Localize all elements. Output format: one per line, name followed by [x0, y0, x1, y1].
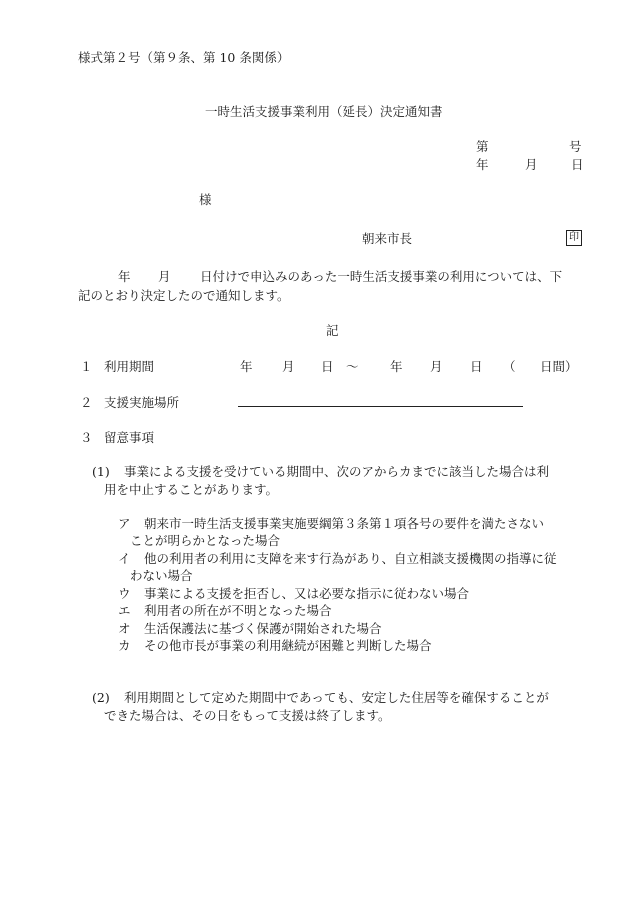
sub-e-line-1: 利用者の所在が不明となった場合: [144, 603, 332, 618]
sub-o-line-1: 生活保護法に基づく保護が開始された場合: [144, 621, 382, 636]
sub-ka-marker: カ: [118, 638, 131, 653]
item-3-number: ３: [80, 430, 93, 445]
sub-u-marker: ウ: [118, 586, 131, 601]
sub-o-marker: オ: [118, 621, 131, 636]
item-2-label: 支援実施場所: [104, 395, 180, 410]
sub-a-line-2: ことが明らかとなった場合: [130, 533, 281, 548]
note-1-marker: (1): [92, 464, 110, 479]
sub-i-line-2: わない場合: [130, 568, 193, 583]
doc-number-prefix: 第: [476, 139, 489, 154]
place-blank-line: [238, 406, 523, 407]
note-2-line-1: 利用期間として定めた期間中であっても、安定した住居等を確保することが: [124, 690, 549, 705]
form-number: 様式第２号（第９条、第 10 条関係）: [78, 50, 290, 65]
addressee-honorific: 様: [199, 192, 212, 207]
seal-mark: 印: [566, 230, 582, 246]
item-1-number: １: [80, 359, 93, 374]
item-2-number: ２: [80, 395, 93, 410]
issuer: 朝来市長: [362, 231, 413, 246]
note-2-marker: (2): [92, 690, 110, 705]
item-1-start-day: 日: [321, 359, 334, 374]
date-year: 年: [476, 157, 489, 172]
item-1-days-close: 日間）: [540, 359, 578, 374]
item-1-end-year: 年: [390, 359, 403, 374]
sub-u-line-1: 事業による支援を拒否し、又は必要な指示に従わない場合: [144, 586, 470, 601]
sub-i-marker: イ: [118, 551, 131, 566]
item-1-days-open: （: [503, 359, 516, 374]
note-1-line-1: 事業による支援を受けている期間中、次のアからカまでに該当した場合は利: [124, 464, 550, 479]
body-year: 年: [118, 269, 131, 284]
note-2-line-2: できた場合は、その日をもって支援は終了します。: [104, 708, 391, 723]
sub-i-line-1: 他の利用者の利用に支障を来す行為があり、自立相談支援機関の指導に従: [144, 551, 557, 566]
sub-e-marker: エ: [118, 603, 131, 618]
item-1-end-month: 月: [430, 359, 443, 374]
item-1-tilde: ～: [346, 359, 359, 374]
document-title: 一時生活支援事業利用（延長）決定通知書: [205, 104, 443, 119]
sub-a-marker: ア: [118, 516, 131, 531]
note-1-line-2: 用を中止することがあります。: [104, 482, 279, 497]
ki-heading: 記: [326, 323, 339, 338]
item-1-end-day: 日: [470, 359, 483, 374]
body-line-2: 記のとおり決定したので通知します。: [78, 288, 290, 303]
item-1-start-year: 年: [240, 359, 253, 374]
item-3-label: 留意事項: [104, 430, 155, 445]
item-1-start-month: 月: [282, 359, 295, 374]
date-day: 日: [571, 157, 584, 172]
date-month: 月: [525, 157, 538, 172]
sub-a-line-1: 朝来市一時生活支援事業実施要綱第３条第１項各号の要件を満たさない: [144, 516, 545, 531]
body-line-1: 日付けで申込みのあった一時生活支援事業の利用については、下: [200, 269, 563, 284]
sub-ka-line-1: その他市長が事業の利用継続が困難と判断した場合: [144, 638, 432, 653]
doc-number-suffix: 号: [569, 139, 582, 154]
body-month: 月: [158, 269, 171, 284]
item-1-label: 利用期間: [104, 359, 155, 374]
